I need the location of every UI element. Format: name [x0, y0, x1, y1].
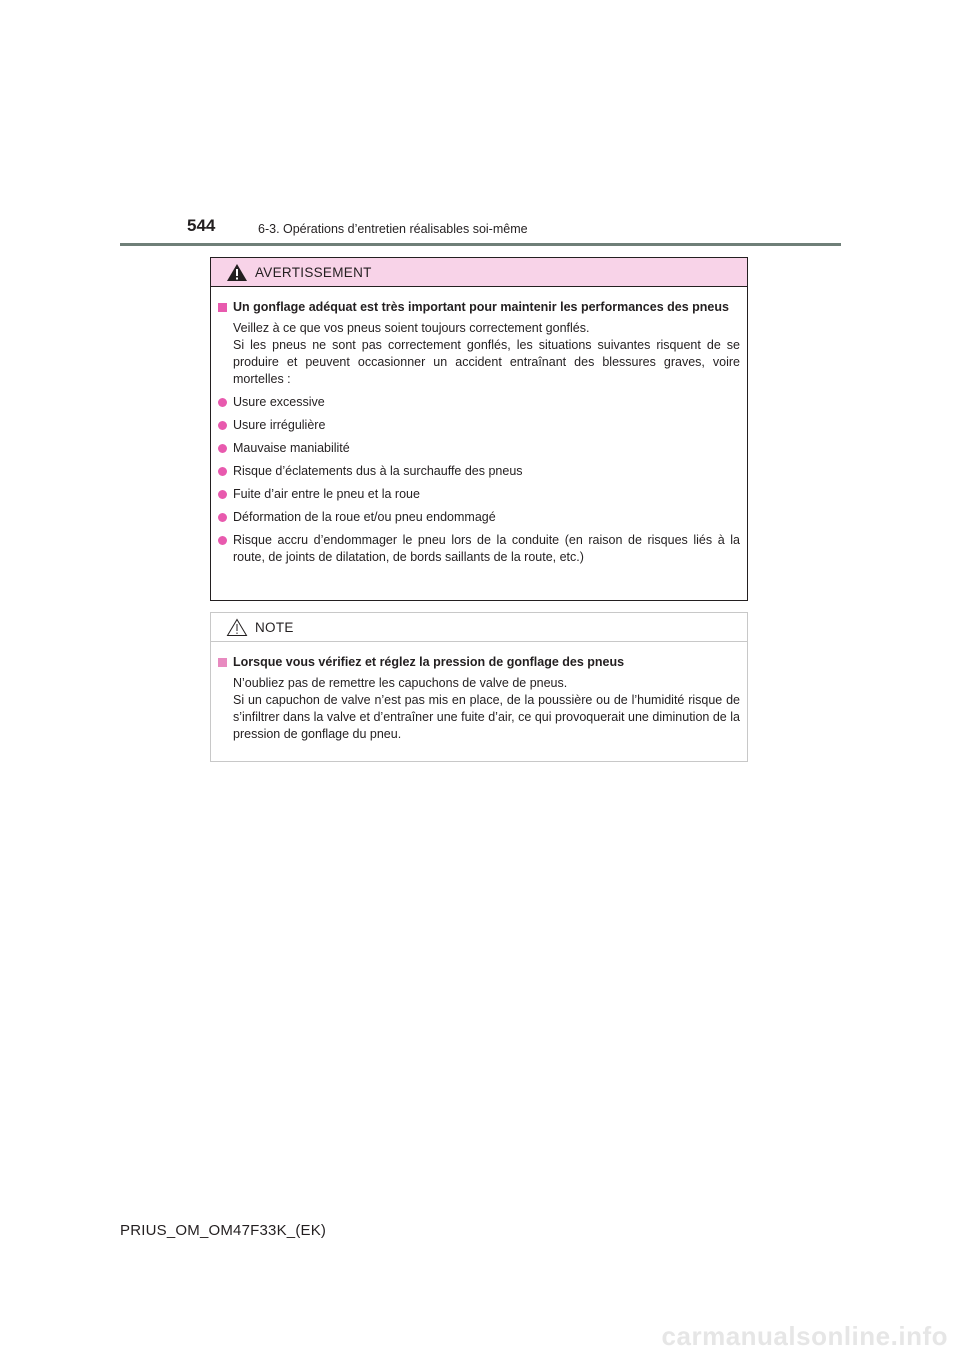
bullet-dot-icon	[218, 421, 227, 430]
note-header	[211, 613, 747, 642]
list-item-text: Usure excessive	[233, 395, 325, 409]
list-item-text: Fuite d’air entre le pneu et la roue	[233, 487, 420, 501]
note-heading-text: Lorsque vous vérifiez et réglez la pression de gonflage des pneus	[233, 655, 625, 669]
caution-triangle-icon	[226, 618, 248, 637]
note-body	[211, 642, 747, 743]
list-item	[218, 417, 740, 434]
warning-label: AVERTISSEMENT	[255, 265, 372, 280]
warning-header	[211, 258, 747, 287]
warning-heading-text: Un gonflage adéquat est très important pour maintenir les performances des pneus	[233, 300, 729, 314]
warning-paragraph: Si les pneus ne sont pas correctement gonflés, les situations suivantes risquent de se produire et peuvent occasionner un accident entraînant des blessures graves, voire mortelles :	[233, 338, 740, 386]
warning-paragraph: Veillez à ce que vos pneus soient toujours correctement gonflés.	[233, 321, 590, 335]
bullet-dot-icon	[218, 444, 227, 453]
square-bullet-icon	[218, 658, 227, 667]
warning-box	[210, 257, 748, 601]
warning-paragraphs	[233, 320, 740, 388]
bullet-dot-icon	[218, 536, 227, 545]
list-item-text: Mauvaise maniabilité	[233, 441, 350, 455]
note-paragraphs	[233, 675, 740, 743]
bullet-dot-icon	[218, 467, 227, 476]
section-title: 6-3. Opérations d’entretien réalisables soi-même	[258, 222, 528, 236]
bullet-dot-icon	[218, 513, 227, 522]
note-heading	[218, 654, 740, 671]
square-bullet-icon	[218, 303, 227, 312]
bullet-dot-icon	[218, 398, 227, 407]
list-item	[218, 394, 740, 411]
header-rule	[120, 243, 841, 246]
list-item	[218, 509, 740, 526]
list-item-text: Déformation de la roue et/ou pneu endommagé	[233, 510, 496, 524]
page-number: 544	[187, 216, 216, 235]
warning-list	[218, 394, 740, 566]
warning-triangle-icon	[226, 263, 248, 282]
note-paragraph: Si un capuchon de valve n’est pas mis en place, de la poussière ou de l’humidité risque de s’infiltrer dans la valve et d’entraîner une fuite d’air, ce qui provoquerait une diminution de la pression de gonflage du pneu.	[233, 693, 740, 741]
list-item	[218, 463, 740, 480]
note-label: NOTE	[255, 620, 294, 635]
bullet-dot-icon	[218, 490, 227, 499]
note-box	[210, 612, 748, 762]
list-item-text: Risque accru d’endommager le pneu lors de la conduite (en raison de risques liés à la route, de joints de dilatation, de bords saillants de la route, etc.)	[233, 533, 740, 564]
note-paragraph: N’oubliez pas de remettre les capuchons de valve de pneus.	[233, 676, 568, 690]
list-item	[218, 486, 740, 503]
list-item	[218, 532, 740, 566]
watermark: carmanualsonline.info	[661, 1321, 948, 1351]
list-item-text: Usure irrégulière	[233, 418, 326, 432]
warning-body	[211, 287, 747, 566]
warning-heading	[218, 299, 740, 316]
list-item	[218, 440, 740, 457]
list-item-text: Risque d’éclatements dus à la surchauffe des pneus	[233, 464, 523, 478]
document-code: PRIUS_OM_OM47F33K_(EK)	[120, 1222, 327, 1239]
